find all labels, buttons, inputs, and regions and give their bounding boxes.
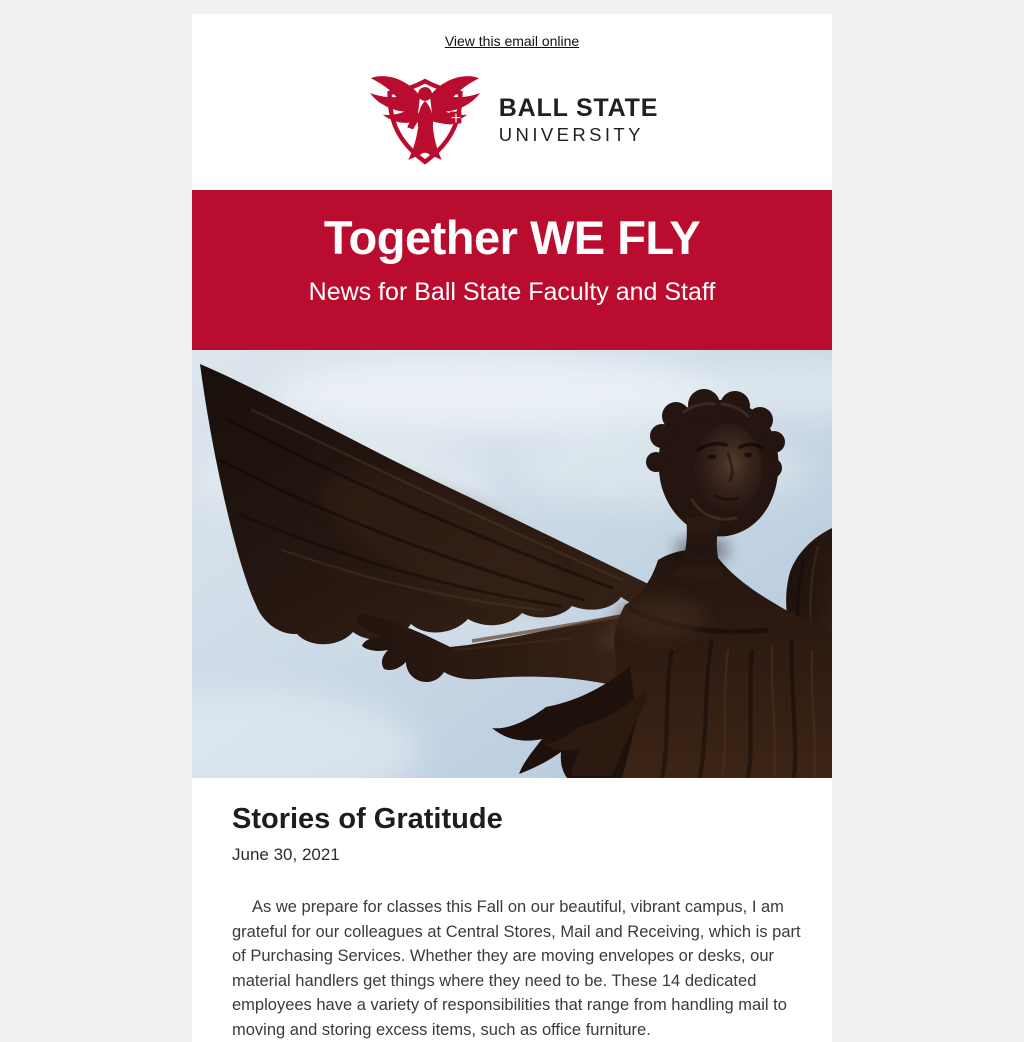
article-date: June 30, 2021 <box>232 845 340 864</box>
hero-image-beneficence-statue <box>192 350 832 778</box>
banner-subtitle: News for Ball State Faculty and Staff <box>308 278 716 307</box>
preheader <box>192 14 832 51</box>
article-body: As we prepare for classes this Fall on our beautiful, vibrant campus, I am grateful for our colleagues at Central Stores, Mail and Receiving, which is part of Purchasing Services. Whether they are moving envelopes or desks, our material handlers get things where they need to be. These 14 dedicated employees have a variety of responsibilities that range from handling mail to moving and storing excess items, such as office furniture. <box>232 898 801 1039</box>
article-title: Stories of Gratitude <box>232 803 503 835</box>
article <box>192 778 832 1042</box>
logo-name-line1: BALL STATE <box>498 93 659 122</box>
banner-title: Together WE FLY <box>323 211 701 264</box>
beneficence-shield-icon <box>366 71 484 170</box>
view-online-link[interactable]: View this email online <box>444 33 580 49</box>
newsletter-banner <box>192 190 832 350</box>
page <box>0 14 1024 1038</box>
email-container <box>192 14 832 1042</box>
logo-name-line2: UNIVERSITY <box>498 124 644 146</box>
ball-state-logo-link[interactable] <box>192 71 832 190</box>
logo-wordmark <box>499 95 658 146</box>
